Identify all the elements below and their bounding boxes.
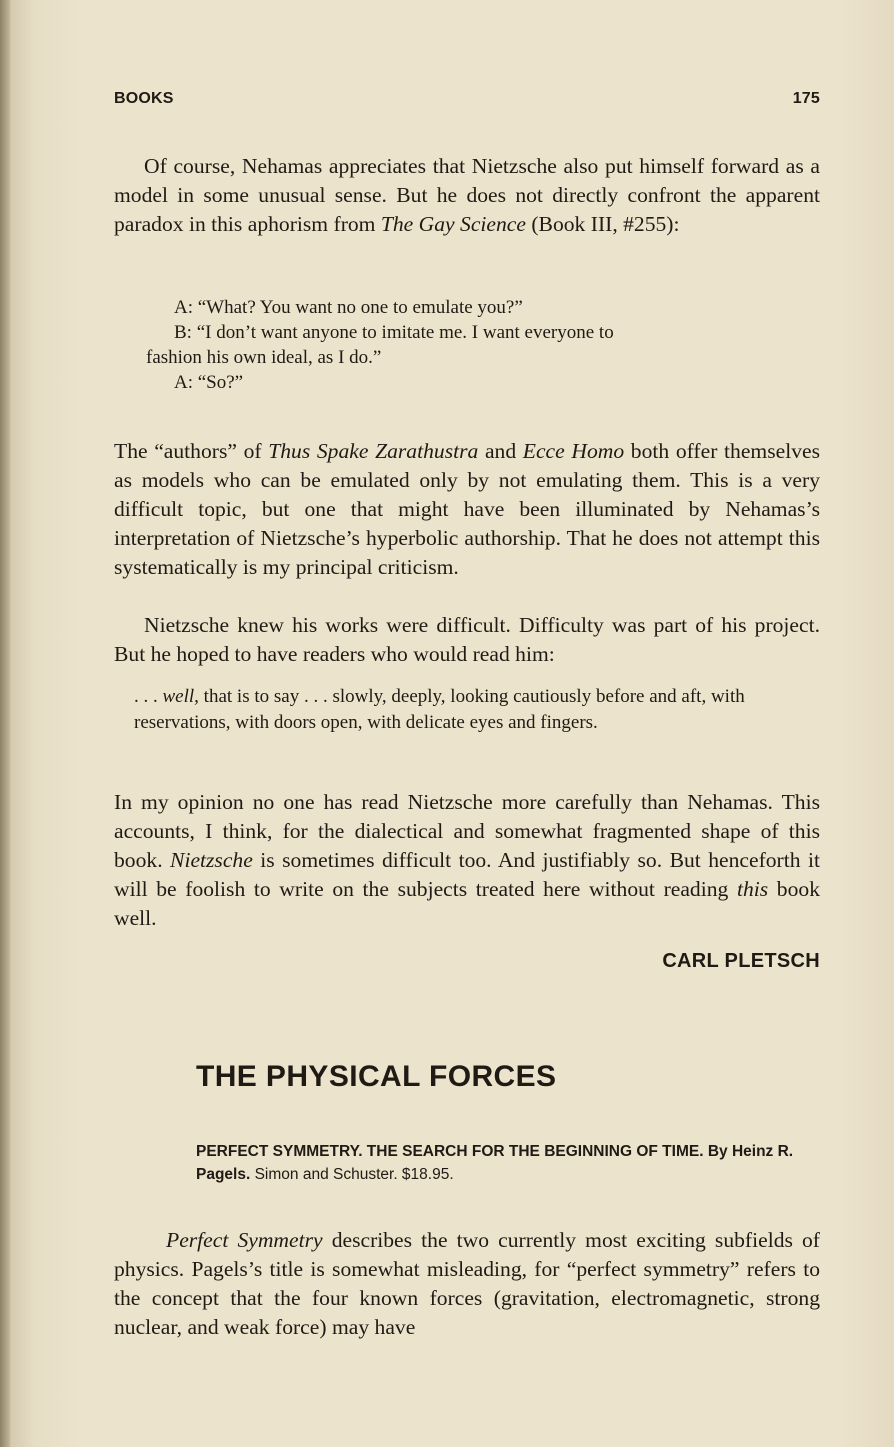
- section-title: THE PHYSICAL FORCES: [196, 1060, 557, 1093]
- dialog-line: fashion his own ideal, as I do.”: [146, 347, 382, 368]
- book-info-title: PERFECT SYMMETRY. THE SEARCH FOR THE BEGINNING OF TIME.: [196, 1143, 704, 1160]
- paragraph-text: Of course, Nehamas appreciates that Nietzsche also put himself forward as a model in some unusual sense. But he does not directly confront the apparent paradox in this aphorism from: [114, 154, 820, 236]
- book-info-publisher: Simon and Schuster. $18.95.: [254, 1166, 454, 1183]
- dialog-line: B: “I don’t want anyone to imitate me. I want everyone to: [174, 322, 614, 343]
- block-quote: [134, 684, 784, 736]
- paragraph-text: both offer themselves as models who can be emulated only by not emulating them. This is a very difficult topic, but one that might have been illuminated by Nehamas’s interpretation of Nietzsche’s hyperbolic authorship. That he does not attempt this systematically is my principal criticism.: [114, 439, 820, 579]
- page-spine-shadow: [0, 0, 10, 1447]
- paragraph-text: describes the two currently most exciting subfields of physics. Pagels’s title is somewhat misleading, for “perfect symmetry” refers to the concept that the four known forces (gravitation, electromagnetic, strong nuclear, and weak force) may have: [114, 1228, 820, 1339]
- quote-text: . . .: [134, 686, 163, 707]
- book-title-zarathustra: Thus Spake Zarathustra: [268, 439, 479, 463]
- dialog-line: A: “What? You want no one to emulate you?”: [174, 297, 523, 318]
- reviewer-signature: CARL PLETSCH: [662, 950, 820, 972]
- paragraph-text: (Book III, #255):: [525, 212, 680, 236]
- paragraph-text: In my opinion no one has read Nietzsche more carefully than Nehamas. This accounts, I think, for the dialectical and somewhat fragmented shape of this book.: [114, 790, 820, 872]
- quote-emphasis: well,: [162, 686, 199, 707]
- paragraph-perfect-symmetry: [114, 1226, 820, 1342]
- book-info-author: By Heinz R. Pagels.: [196, 1143, 794, 1183]
- paragraph-text: book well.: [114, 877, 820, 930]
- paragraph-difficulty: Nietzsche knew his works were difficult. Difficulty was part of his project. But he hoped to have readers who would read him:: [114, 613, 820, 666]
- paragraph-nehamas-model: [114, 152, 820, 239]
- paragraph-authors: [114, 437, 820, 582]
- running-head: [114, 90, 820, 114]
- paragraph-text: is sometimes difficult too. And justifiably so. But henceforth it will be foolish to write on the subjects treated here without reading: [114, 848, 821, 901]
- paragraph-text: and: [478, 439, 523, 463]
- book-title-perfect-symmetry: Perfect Symmetry: [166, 1228, 323, 1252]
- dialog-line: A: “So?”: [174, 372, 244, 393]
- paragraph-text: The “authors” of: [114, 439, 269, 463]
- book-title-gay-science: The Gay Science: [380, 212, 526, 236]
- book-info: [196, 1140, 820, 1186]
- book-title-ecce-homo: Ecce Homo: [522, 439, 625, 463]
- emphasis-this: this: [736, 877, 769, 901]
- book-title-nietzsche: Nietzsche: [170, 848, 253, 872]
- quote-text: that is to say . . . slowly, deeply, looking cautiously before and aft, with reservations, with doors open, with delicate eyes and fingers.: [134, 686, 745, 733]
- paragraph-conclusion: [114, 788, 820, 933]
- running-head-section: BOOKS: [114, 90, 174, 107]
- page-number: 175: [792, 90, 820, 107]
- aphorism-dialog: [146, 295, 786, 395]
